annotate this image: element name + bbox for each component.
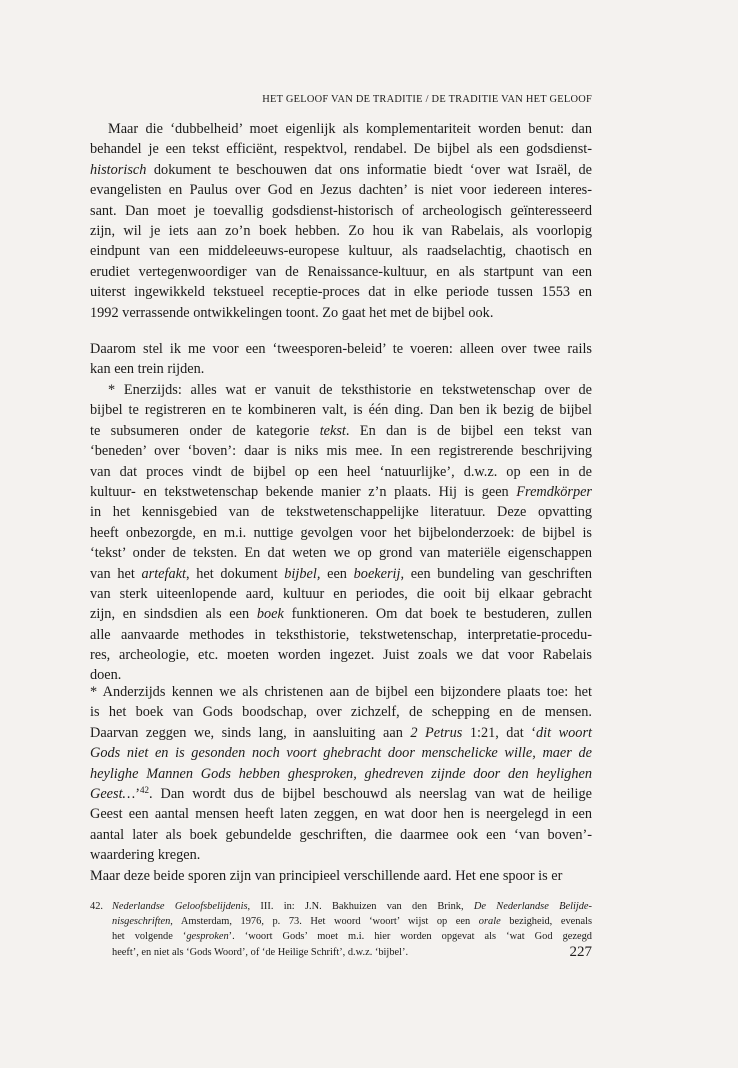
text-line: bijbel te registreren en te kombineren valt, is één ding. Dan ben ik bezig de bijbel [90,402,592,419]
text-span: , het dokument [185,565,285,582]
footnote-line [90,929,592,944]
footnote-line [90,914,592,929]
text-span: , Amsterdam, 1976, p. 73. Het woord ‘woort’ wijst op een [170,916,479,928]
footnote-ref[interactable]: 42 [140,784,150,795]
italic-span: bijbel, [284,565,321,582]
text-line [90,421,592,441]
paragraph-4 [90,682,592,866]
text-line: behandel je een tekst efficiënt, respektvol, rendabel. De bijbel als een godsdienst- [90,141,592,158]
paragraph-2 [90,339,592,380]
text-line: ‘beneden’ over ‘boven’: daar is niks mis mee. In een registrerende beschrijving [90,443,592,460]
text-line [90,160,592,180]
text-line: doen. [90,667,122,684]
text-span: bezigheid, evenals [500,916,593,928]
text-line: * Enerzijds: alles wat er vanuit de teksthistorie en tekstwetenschap over de [108,382,592,398]
text-span: van het [90,565,142,582]
text-span: . En dan is de bijbel een tekst van [345,422,593,439]
footnote-line [90,899,592,914]
text-line: 1992 verrassende ontwikkelingen toont. Zo gaat het met de bijbel ook. [90,304,494,321]
footnote-number: 42. [90,901,103,912]
text-span: kultuur- en tekstwetenschap bekende manier z’n plaats. Hij is geen [90,483,517,500]
paragraph-3 [90,380,592,686]
text-line: van dat proces vindt de bijbel op een heel ‘natuurlijke’, d.w.z. op een in de [90,463,592,480]
italic-span: Nederlandse Geloofsbelijdenis [112,901,248,912]
text-line: kan een trein rijden. [90,361,205,378]
text-line: * Anderzijds kennen we als christenen aan de bijbel een bijzondere plaats toe: het [90,684,592,700]
text-line: Gods niet en is gesonden noch voort ghebracht door menschelicke wille, maer de [90,745,592,762]
page-number: 227 [569,944,592,960]
text-span: Daarvan zeggen we, sinds lang, in aansluiting aan [90,724,411,741]
text-line: Maar die ‘dubbelheid’ moet eigenlijk als komplementariteit worden benut: dan [108,121,592,137]
text-line [90,564,592,584]
footnote-line: heeft’, en niet als ‘Gods Woord’, of ‘de Heilige Schrift’, d.w.z. ‘bijbel’. [112,946,409,958]
text-span: 1:21, dat ‘ [462,724,537,741]
text-span: het volgende ‘ [112,931,187,943]
italic-span: Fremdkörper [516,483,592,500]
text-line: heeft onbezorgde, en m.i. nuttige gevolgen voor het bijbelonderzoek: de bijbel is [90,524,592,541]
text-line: in het kennisgebied van de tekstwetenschappelijke literatuur. Deze opvatting [90,504,592,521]
italic-span: Geest… [90,785,136,802]
text-line: sant. Dan moet je toevallig godsdienst-historisch of archeologisch geïnteresseerd [90,202,592,219]
text-span: funktioneren. Om dat boek te bestuderen, zullen [283,606,592,623]
italic-span: De Nederlandse Belijde- [473,901,592,912]
text-line: Daarom stel ik me voor een ‘tweesporen-beleid’ te voeren: alleen over twee rails [90,341,592,357]
text-line: Geest een aantal mensen heeft laten zeggen, en wat door hen is neergelegd in een [90,806,592,823]
text-line [90,482,592,502]
text-line: van sterk uiteenlopende aard, kultuur en periodes, die ooit bij elkaar gebracht [90,585,592,602]
italic-span: tekst [319,422,346,439]
text-line: zijn, wil je iets aan zo’n boek hebben. Zo hou ik van Rabelais, als voorlopig [90,222,592,239]
text-line: eindpunt van een middeleeuws-europese kultuur, als raadselachtig, chaotisch en [90,243,592,260]
italic-span: historisch [90,161,147,178]
text-line: res, archeologie, etc. moeten worden ingezet. Juist zoals we dat voor Rabelais [90,647,592,664]
text-span: ’. ‘woort Gods’ moet m.i. hier worden opgevat als ‘wat God gezegd [228,931,593,943]
text-span: zijn, en sindsdien als een [90,606,257,623]
text-line: alle aanvaarde methodes in teksthistorie, tekstwetenschap, interpretatie-procedu- [90,626,592,643]
italic-span: nisgeschriften [112,916,171,928]
text-line [90,604,592,624]
paragraph-1 [90,119,592,323]
text-line [90,784,592,804]
italic-span: gesproken [186,931,229,943]
text-span: , een bundeling van geschriften [400,565,592,582]
text-span: dokument te beschouwen dat ons informatie biedt ‘over wat Israël, de [146,161,592,178]
italic-span: 2 Petrus [410,724,463,741]
text-span: ’ [135,785,141,802]
italic-span: boekerij [353,565,401,582]
text-line: waardering kregen. [90,847,201,864]
text-span: , III. in: J.N. Bakhuizen van den Brink, [247,901,474,912]
text-line [90,723,592,743]
italic-span: dit woort [536,724,592,741]
text-line: Maar deze beide sporen zijn van principieel verschillende aard. Het ene spoor is er [90,868,563,884]
italic-span: boek [256,606,284,623]
running-head: HET GELOOF VAN DE TRADITIE / DE TRADITIE VAN HET GELOOF [262,94,592,105]
text-line: heylighe Mannen Gods hebben ghesproken, ghedreven zijnde door den heylighen [90,765,592,782]
text-span: . Dan wordt dus de bijbel beschouwd als neerslag van wat de heilige [149,785,592,802]
text-span: een [320,565,354,582]
text-line: ‘tekst’ onder de teksten. En dat weten we op grond van materiële eigenschappen [90,545,592,562]
text-line: is het boek van Gods boodschap, over zichzelf, de schepping en de mensen. [90,704,592,721]
text-line: uiterst ingewikkeld tekstueel receptie-proces dat in elke periode tussen 1553 en [90,284,592,301]
text-line: erudiet vertegenwoordiger van de Renaissance-kultuur, en als startpunt van een [90,263,592,280]
text-line: aantal later als boek gebundelde geschriften, die daarmee ook een ‘van boven’- [90,826,592,843]
text-span: te subsumeren onder de kategorie [90,422,320,439]
text-line: evangelisten en Paulus over God en Jezus dachten’ is niet voor iedereen interes- [90,182,592,199]
italic-span: orale [478,916,501,928]
paragraph-5 [90,866,592,886]
italic-span: artefakt [141,565,186,582]
